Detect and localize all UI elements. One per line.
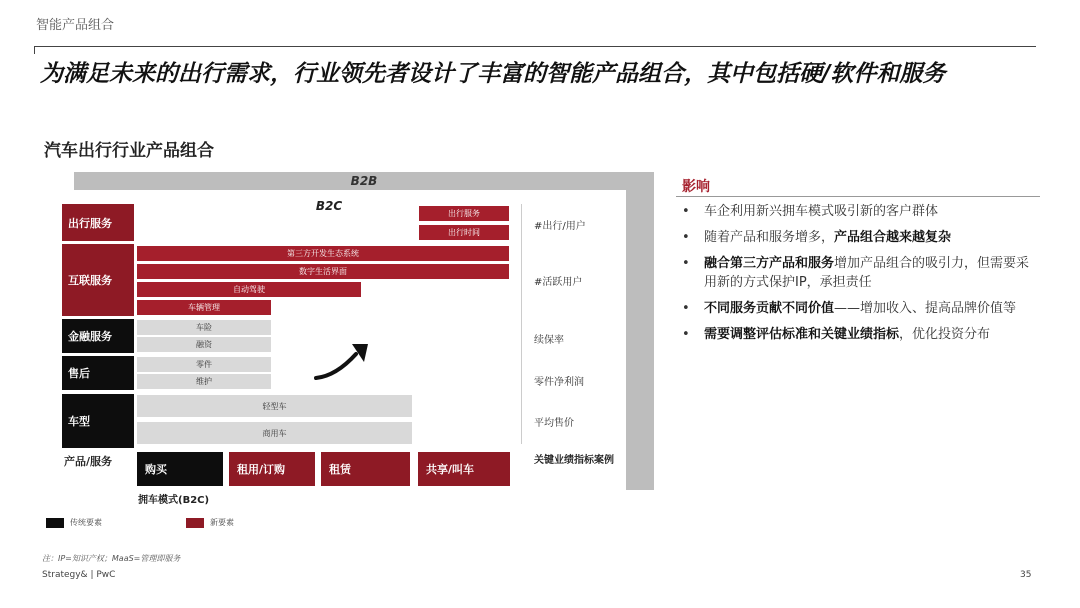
kpi-avg-price: 平均售价 [534,418,574,429]
model-subscription: 租用/订购 [229,452,315,486]
slide-title: 为满足未来的出行需求，行业领先者设计了丰富的智能产品组合，其中包括硬/软件和服务 [40,61,946,87]
bar-autonomous-driving: 自动驾驶 [137,282,361,297]
bar-maintenance: 维护 [137,374,271,389]
bar-mobility-service: 出行服务 [419,206,509,221]
bar-financing: 融资 [137,337,271,352]
impact-bullet: • 需要调整评估标准和关键业绩指标，优化投资分布 [682,327,991,342]
model-ride-hailing: 共享/叫车 [418,452,510,486]
kpi-header: 关键业绩指标案例 [534,455,614,466]
bar-mobility-time: 出行时间 [419,225,509,240]
model-purchase: 购买 [137,452,223,486]
model-leasing: 租赁 [321,452,410,486]
bar-vehicle-management: 车辆管理 [137,300,271,315]
legend-swatch-new [186,518,204,528]
impact-divider [676,196,1040,197]
ownership-caption: 拥车模式(B2C) [138,495,210,506]
section-label: 智能产品组合 [36,18,115,33]
header-divider-tick [34,46,35,54]
footnote: 注：IP=知识产权；MaaS=管理即服务 [42,554,181,563]
header-divider [34,46,1036,47]
bar-third-party-ecosystem: 第三方开发生态系统 [137,246,509,261]
bar-digital-life: 数字生活界面 [137,264,509,279]
row-label-vehicle: 车型 [62,394,134,448]
growth-arrow-icon [310,336,376,386]
kpi-active-users: #活跃用户 [534,277,583,288]
diagram-subtitle: 汽车出行行业产品组合 [44,141,214,161]
b2b-label: B2B [350,174,378,188]
row-label-aftersales: 售后 [62,356,134,390]
source-label: Strategy& | PwC [42,570,116,580]
b2c-label: B2C [315,199,343,213]
impact-bullet: • 车企利用新兴拥车模式吸引新的客户群体 [682,204,939,219]
row-label-mobility: 出行服务 [62,204,134,241]
impact-bullet-list [680,202,1040,351]
kpi-divider [521,204,522,444]
impact-bullet: • 随着产品和服务增多，产品组合越来越复杂 [682,230,952,245]
legend-label-traditional: 传统要素 [70,518,102,527]
legend-swatch-traditional [46,518,64,528]
bar-insurance: 车险 [137,320,271,335]
bar-light-vehicle: 轻型车 [137,395,412,417]
impact-title: 影响 [682,179,710,195]
bar-commercial-vehicle: 商用车 [137,422,412,444]
bar-parts: 零件 [137,357,271,372]
legend-label-new: 新要素 [210,518,234,527]
page-number: 35 [1020,570,1032,580]
row-label-connected: 互联服务 [62,244,134,316]
impact-bullet: • 融合第三方产品和服务增加产品组合的吸引力，但需要采用新的方式保护IP，承担责任 [682,256,1030,290]
impact-bullet: • 不同服务贡献不同价值——增加收入、提高品牌价值等 [682,301,1017,316]
product-service-label: 产品/服务 [64,455,113,468]
row-label-finance: 金融服务 [62,319,134,353]
kpi-trips-per-user: #出行/用户 [534,221,586,232]
kpi-parts-margin: 零件净利润 [534,377,584,388]
kpi-renewal-rate: 续保率 [534,335,564,346]
